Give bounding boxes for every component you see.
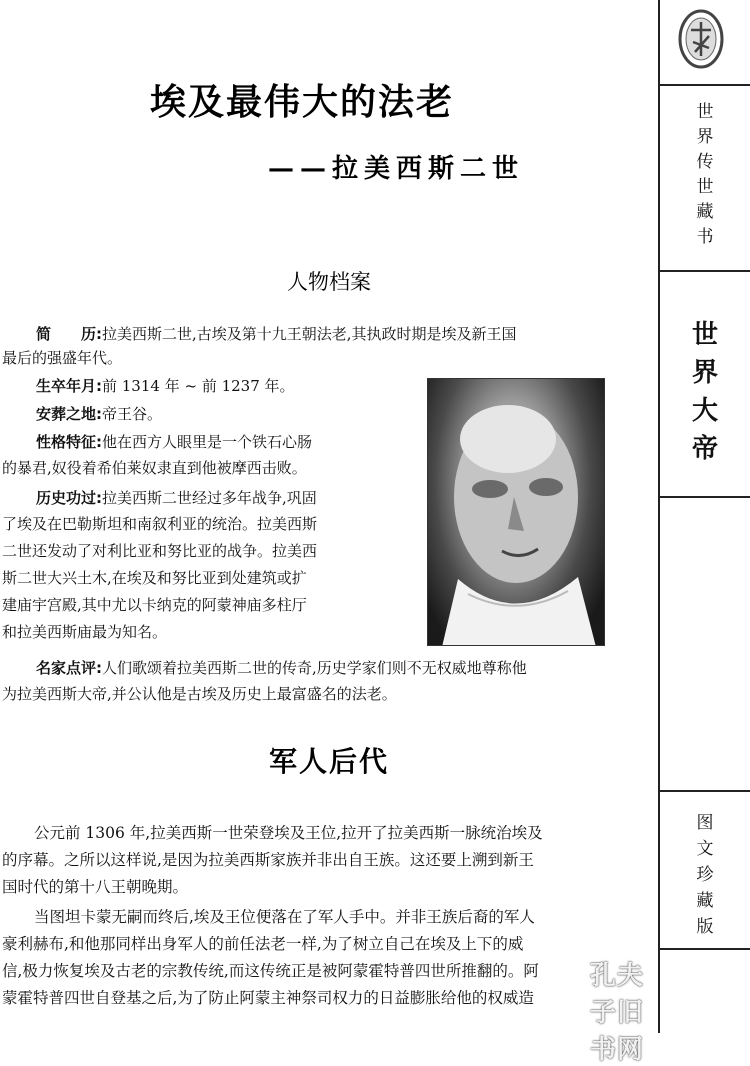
profile-birth-death xyxy=(36,374,295,398)
side-divider xyxy=(660,496,750,498)
profile-personality-text: 他在西方人眼里是一个铁石心肠 xyxy=(102,433,313,451)
series-char: 藏 xyxy=(696,202,714,222)
mummy-portrait-image xyxy=(427,378,605,646)
topic-title-vertical xyxy=(660,316,750,468)
series-title-vertical xyxy=(660,100,750,250)
series-char: 世 xyxy=(696,177,714,197)
watermark-logo: 孔夫子旧书网 xyxy=(590,961,645,1065)
topic-char: 界 xyxy=(691,358,718,388)
topic-char: 帝 xyxy=(691,434,718,464)
side-divider xyxy=(660,790,750,792)
body-paragraph-line: 信,极力恢复埃及古老的宗教传统,而这传统正是被阿蒙霍特普四世所推翻的。阿 xyxy=(2,962,539,980)
series-char: 书 xyxy=(696,227,714,247)
profile-personality-label: 性格特征: xyxy=(36,433,102,451)
profile-comments-label: 名家点评: xyxy=(36,659,102,677)
profile-achievements-line-4: 斯二世大兴土木,在埃及和努比亚到处建筑或扩 xyxy=(2,569,307,587)
profile-achievements-line-5: 建庙宇宫殿,其中尤以卡纳克的阿蒙神庙多柱厅 xyxy=(2,596,307,614)
profile-achievements-text: 拉美西斯二世经过多年战争,巩固 xyxy=(102,489,317,507)
topic-char: 大 xyxy=(691,396,718,426)
profile-achievements-label: 历史功过: xyxy=(36,489,102,507)
profile-brief-label: 简 历: xyxy=(36,325,102,343)
edition-char: 藏 xyxy=(696,891,714,911)
profile-birth-death-label: 生卒年月: xyxy=(36,377,102,395)
side-divider xyxy=(660,84,750,86)
profile-heading: 人物档案 xyxy=(287,270,371,294)
side-divider xyxy=(660,270,750,272)
body-paragraph-line: 公元前 1306 年,拉美西斯一世荣登埃及王位,拉开了拉美西斯一脉统治埃及 xyxy=(34,824,543,842)
mummy-head-illustration xyxy=(428,379,605,646)
page-subtitle: ——拉美西斯二世 xyxy=(268,154,525,184)
edition-char: 版 xyxy=(696,917,714,937)
profile-achievements xyxy=(36,486,317,510)
edition-char: 珍 xyxy=(696,865,714,885)
profile-achievements-line-6: 和拉美西斯庙最为知名。 xyxy=(2,623,168,641)
series-char: 世 xyxy=(696,102,714,122)
profile-achievements-line-2: 了埃及在巴勒斯坦和南叙利亚的统治。拉美西斯 xyxy=(2,515,318,533)
profile-birth-death-text: 前 1314 年 ~ 前 1237 年。 xyxy=(102,377,295,395)
profile-brief xyxy=(36,322,517,346)
edition-char: 文 xyxy=(696,839,714,859)
body-paragraph-line: 蒙霍特普四世自登基之后,为了防止阿蒙主神祭司权力的日益膨胀给他的权威造 xyxy=(2,989,534,1007)
profile-comments xyxy=(36,656,527,680)
body-paragraph-line: 国时代的第十八王朝晚期。 xyxy=(2,878,189,896)
series-char: 传 xyxy=(696,152,714,172)
edition-char: 图 xyxy=(696,813,714,833)
profile-brief-continued: 最后的强盛年代。 xyxy=(2,349,123,367)
profile-burial xyxy=(36,402,162,426)
topic-char: 世 xyxy=(691,320,718,350)
edition-title-vertical xyxy=(660,810,750,940)
profile-burial-label: 安葬之地: xyxy=(36,405,102,423)
page-title: 埃及最伟大的法老 xyxy=(150,82,455,123)
profile-comments-continued: 为拉美西斯大帝,并公认他是古埃及历史上最富盛名的法老。 xyxy=(2,685,397,703)
body-paragraph-line: 的序幕。之所以这样说,是因为拉美西斯家族并非出自王族。这还要上溯到新王 xyxy=(2,851,534,869)
profile-comments-text: 人们歌颂着拉美西斯二世的传奇,历史学家们则不无权威地尊称他 xyxy=(102,659,527,677)
profile-personality xyxy=(36,430,312,454)
series-char: 界 xyxy=(696,127,714,147)
body-paragraph-line: 豪利赫布,和他那同样出身军人的前任法老一样,为了树立自己在埃及上下的威 xyxy=(2,935,524,953)
side-divider xyxy=(660,948,750,950)
profile-achievements-line-3: 二世还发动了对利比亚和努比亚的战争。拉美西 xyxy=(2,542,318,560)
seal-icon xyxy=(677,8,725,70)
section-heading: 军人后代 xyxy=(268,745,389,778)
body-paragraph-line: 当图坦卡蒙无嗣而终后,埃及王位便落在了军人手中。并非王族后裔的军人 xyxy=(34,908,535,926)
profile-personality-continued: 的暴君,奴役着希伯莱奴隶直到他被摩西击败。 xyxy=(2,459,307,477)
profile-burial-text: 帝王谷。 xyxy=(102,405,163,423)
profile-brief-text: 拉美西斯二世,古埃及第十九王朝法老,其执政时期是埃及新王国 xyxy=(102,325,517,343)
side-column xyxy=(660,0,750,1033)
